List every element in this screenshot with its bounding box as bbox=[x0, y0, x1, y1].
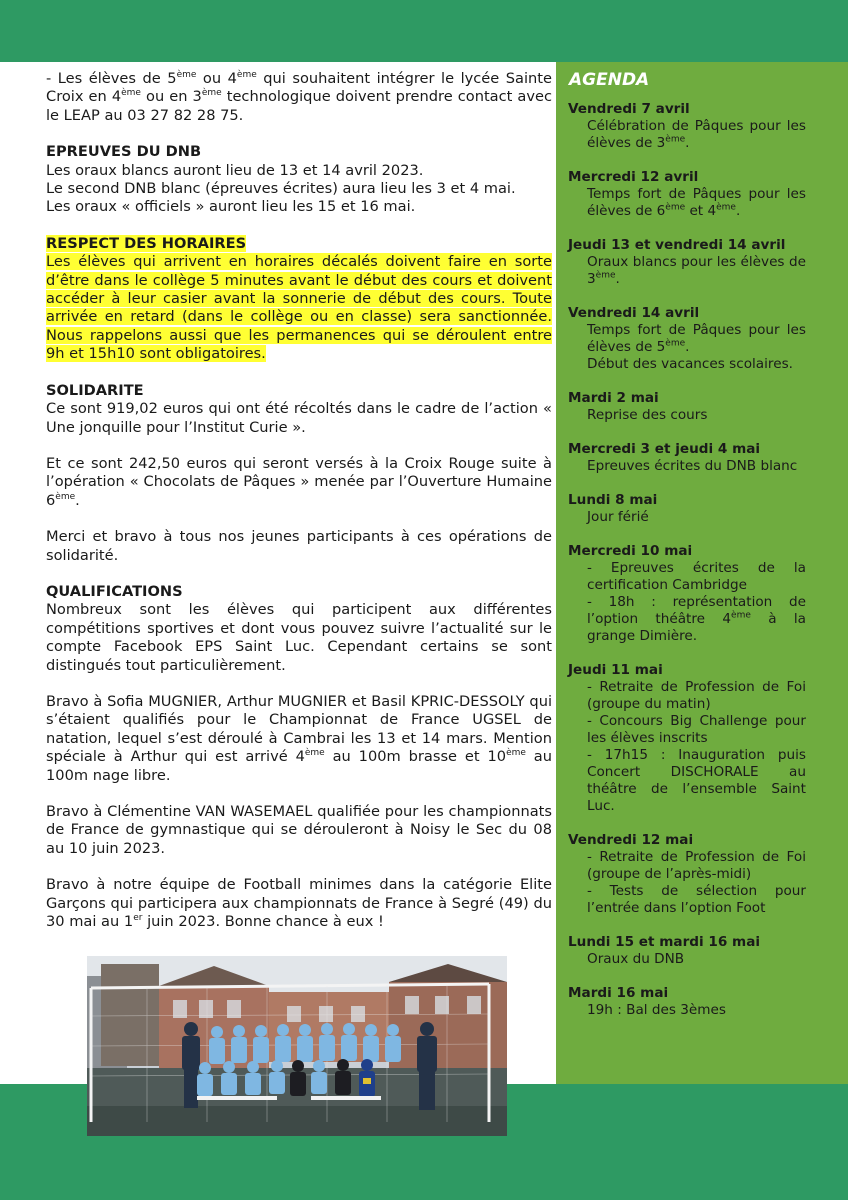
agenda-event-date: Mercredi 10 mai bbox=[568, 543, 693, 559]
dnb-section bbox=[46, 143, 552, 217]
agenda-event-detail: - Retraite de Profession de Foi (groupe du matin) bbox=[587, 679, 806, 712]
agenda-event-detail: Epreuves écrites du DNB blanc bbox=[587, 458, 798, 474]
agenda-event-detail: Début des vacances scolaires. bbox=[587, 356, 793, 372]
horaires-heading: RESPECT DES HORAIRES bbox=[46, 234, 247, 252]
qualifications-paragraph-2: Bravo à Sofia MUGNIER, Arthur MUGNIER et Basil KPRIC-DESSOLY qui s’étaient qualifiés pour le Championnat de France UGSEL de natation, lequel s’est déroulé à Cambrai les 13 et 14 mars. Mention spéciale à Arthur qui est arrivé 4ème au 100m brasse et 10ème au 100m nage libre. bbox=[46, 692, 552, 784]
agenda-event-detail: Oraux blancs pour les élèves de 3ème. bbox=[587, 254, 806, 287]
agenda-event-date: Vendredi 7 avril bbox=[568, 101, 690, 117]
solidarite-heading: SOLIDARITE bbox=[46, 381, 144, 399]
agenda-event bbox=[568, 305, 806, 373]
qualifications-heading: QUALIFICATIONS bbox=[46, 582, 183, 600]
agenda-event-date: Jeudi 13 et vendredi 14 avril bbox=[568, 237, 786, 253]
agenda-event-detail: - 18h : représentation de l’option théâtre 4ème à la grange Dimière. bbox=[587, 594, 806, 644]
intro-section bbox=[46, 70, 552, 125]
agenda-event-date: Vendredi 12 mai bbox=[568, 832, 694, 848]
agenda-event-date: Lundi 15 et mardi 16 mai bbox=[568, 934, 761, 950]
team-photo-illustration bbox=[87, 956, 507, 1136]
horaires-paragraph: Les élèves qui arrivent en horaires décalés doivent faire en sorte d’être dans le collège 5 minutes avant le début des cours et doivent accéder à leur casier avant la sonnerie de début des cours. Toute arrivée en retard (dans le collège ou en classe) sera sanctionnée. Nous rappelons aussi que les permanences qui se déroulent entre 9h et 15h10 sont obligatoires. bbox=[46, 253, 552, 363]
agenda-event-detail: Reprise des cours bbox=[587, 407, 708, 423]
agenda-event-date: Mercredi 3 et jeudi 4 mai bbox=[568, 441, 761, 457]
agenda-list bbox=[568, 101, 806, 1036]
agenda-title: AGENDA bbox=[569, 70, 650, 90]
agenda-event bbox=[568, 662, 806, 815]
agenda-event bbox=[568, 832, 806, 917]
agenda-event bbox=[568, 543, 806, 645]
football-team-photo bbox=[87, 956, 507, 1136]
dnb-line: Le second DNB blanc (épreuves écrites) aura lieu les 3 et 4 mai. bbox=[46, 180, 516, 198]
solidarite-paragraph-1: Ce sont 919,02 euros qui ont été récoltés dans le cadre de l’action « Une jonquille pour l’Institut Curie ». bbox=[46, 400, 552, 436]
agenda-event-detail: Jour férié bbox=[587, 509, 649, 525]
agenda-event-date: Jeudi 11 mai bbox=[568, 662, 663, 678]
agenda-event bbox=[568, 101, 806, 152]
agenda-event-detail: - Epreuves écrites de la certification Cambridge bbox=[587, 560, 806, 593]
agenda-event bbox=[568, 390, 806, 424]
agenda-event-detail: Temps fort de Pâques pour les élèves de 6ème et 4ème. bbox=[587, 186, 806, 219]
agenda-event-detail: - 17h15 : Inauguration puis Concert DISCHORALE au théâtre de l’ensemble Saint Luc. bbox=[587, 747, 806, 814]
agenda-event bbox=[568, 492, 806, 526]
horaires-section bbox=[46, 235, 552, 364]
agenda-event-date: Mercredi 12 avril bbox=[568, 169, 699, 185]
agenda-event-date: Vendredi 14 avril bbox=[568, 305, 700, 321]
qualifications-paragraph-3: Bravo à Clémentine VAN WASEMAEL qualifiée pour les championnats de France de gymnastique qui se dérouleront à Noisy le Sec du 08 au 10 juin 2023. bbox=[46, 803, 552, 857]
qualifications-paragraph-1: Nombreux sont les élèves qui participent aux différentes compétitions sportives et dont vous pouvez suivre l’actualité sur le compte Facebook EPS Saint Luc. Cependant certains se sont distingués tout particulièrement. bbox=[46, 601, 552, 674]
agenda-event-detail: Oraux du DNB bbox=[587, 951, 685, 967]
solidarite-paragraph-2: Et ce sont 242,50 euros qui seront versés à la Croix Rouge suite à l’opération « Chocolats de Pâques » menée par l’Ouverture Humaine 6ème. bbox=[46, 454, 552, 509]
dnb-line: Les oraux blancs auront lieu de 13 et 14 avril 2023. bbox=[46, 161, 424, 179]
agenda-event bbox=[568, 169, 806, 220]
main-column bbox=[46, 70, 552, 931]
solidarite-section bbox=[46, 382, 552, 565]
agenda-event-date: Mardi 2 mai bbox=[568, 390, 659, 406]
agenda-event-detail: - Concours Big Challenge pour les élèves inscrits bbox=[587, 713, 806, 746]
solidarite-paragraph-3: Merci et bravo à tous nos jeunes participants à ces opérations de solidarité. bbox=[46, 528, 552, 564]
top-band bbox=[0, 0, 848, 62]
agenda-event-date: Lundi 8 mai bbox=[568, 492, 658, 508]
agenda-event bbox=[568, 985, 806, 1019]
qualifications-section bbox=[46, 583, 552, 932]
agenda-event bbox=[568, 441, 806, 475]
dnb-line: Les oraux « officiels » auront lieu les 15 et 16 mai. bbox=[46, 198, 416, 216]
agenda-event-detail: - Retraite de Profession de Foi (groupe de l’après-midi) bbox=[587, 849, 806, 882]
intro-paragraph: - Les élèves de 5ème ou 4ème qui souhaitent intégrer le lycée Sainte Croix en 4ème ou en 3ème technologique doivent prendre contact avec le LEAP au 03 27 82 28 75. bbox=[46, 70, 553, 124]
agenda-event-detail: Célébration de Pâques pour les élèves de 3ème. bbox=[587, 118, 806, 151]
agenda-event-detail: - Tests de sélection pour l’entrée dans l’option Foot bbox=[587, 883, 806, 916]
agenda-event-detail: Temps fort de Pâques pour les élèves de 5ème. bbox=[587, 322, 806, 355]
agenda-event bbox=[568, 934, 806, 968]
agenda-event-detail: 19h : Bal des 3èmes bbox=[587, 1002, 726, 1018]
agenda-event-date: Mardi 16 mai bbox=[568, 985, 669, 1001]
dnb-heading: EPREUVES DU DNB bbox=[46, 143, 202, 161]
agenda-event bbox=[568, 237, 806, 288]
qualifications-paragraph-4: Bravo à notre équipe de Football minimes dans la catégorie Elite Garçons qui participera aux championnats de France à Segré (49) du 30 mai au 1er juin 2023. Bonne chance à eux ! bbox=[46, 876, 552, 931]
